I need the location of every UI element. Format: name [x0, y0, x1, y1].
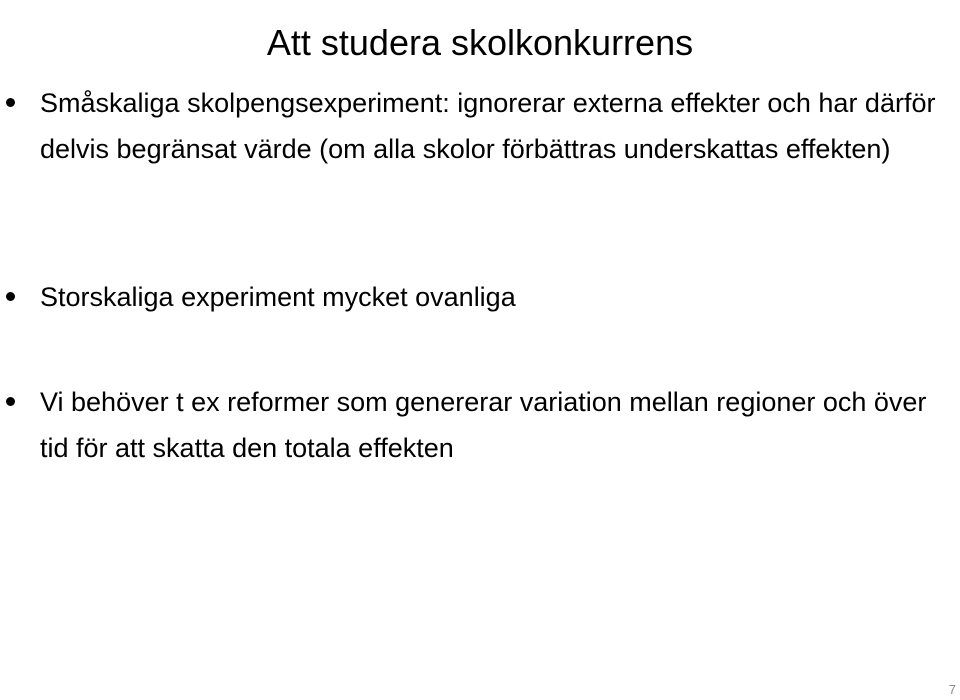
bullet-item	[40, 80, 940, 172]
bullet-dot-icon	[6, 397, 15, 406]
bullet-item	[40, 274, 940, 320]
slide-number: 7	[948, 682, 956, 697]
bullet-text: Vi behöver t ex reformer som genererar variation mellan regioner och över tid för att skatta den totala effekten	[40, 387, 927, 463]
bullet-item	[40, 379, 940, 471]
bullet-dot-icon	[6, 292, 15, 301]
bullet-dot-icon	[6, 98, 15, 107]
bullet-text: Småskaliga skolpengsexperiment: ignorerar externa effekter och har därför delvis begränsat värde (om alla skolor förbättras underskattas effekten)	[40, 88, 936, 164]
bullet-text: Storskaliga experiment mycket ovanliga	[40, 282, 516, 312]
slide-title: Att studera skolkonkurrens	[266, 22, 694, 64]
